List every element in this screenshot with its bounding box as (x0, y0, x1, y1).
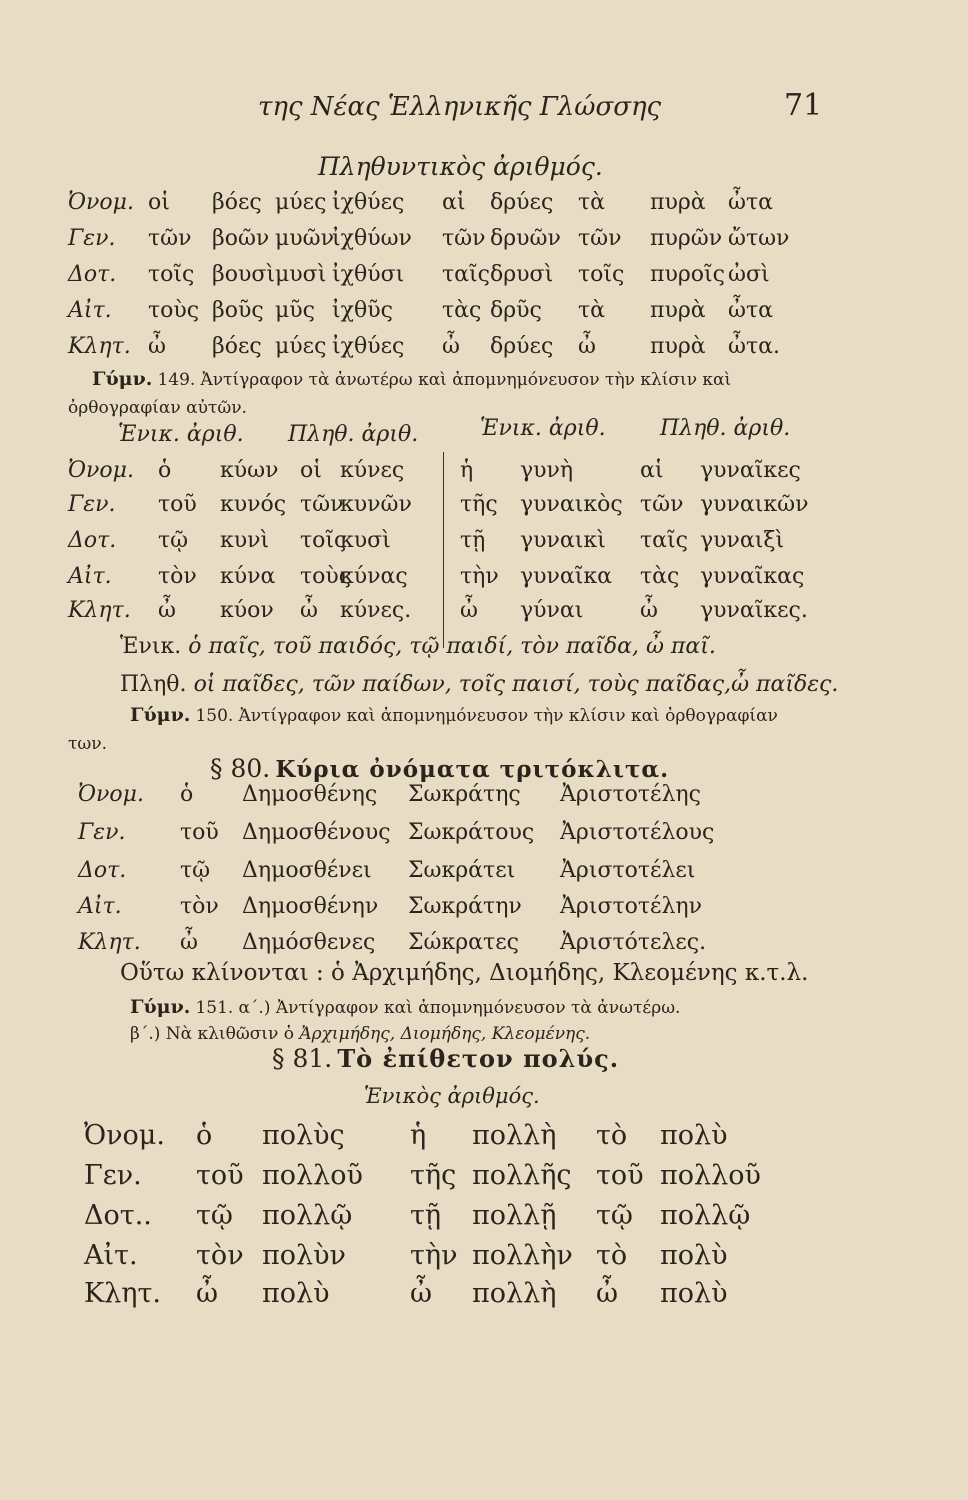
table-cell: πυρὰ (650, 334, 706, 359)
exercise-149-continuation: ὀρθογραφίαν αὐτῶν. (68, 398, 247, 418)
case-label: Γεν. (68, 492, 116, 517)
column-divider (443, 452, 444, 648)
table-cell: γυναῖκες. (700, 598, 808, 623)
table-cell: πολλὴ (472, 1120, 557, 1151)
exercise-text: Ἀντίγραφον τὰ ἀνωτέρω καὶ ἀπομνημόνευσον τὴν κλίσιν καὶ (200, 370, 732, 390)
case-label: Αἰτ. (68, 298, 112, 323)
table-cell: πολὺν (262, 1240, 346, 1271)
page-number: 71 (784, 88, 823, 123)
case-label: Κλητ. (68, 598, 131, 623)
table-cell: ἡ (460, 458, 474, 483)
table-cell: πολὺ (262, 1278, 330, 1309)
table-cell: βουσὶ (212, 262, 275, 287)
pais-singular-line (120, 634, 716, 659)
table-cell: τοὺς (148, 298, 200, 323)
exercise-text: α΄.) Ἀντίγραφον καὶ ἀπομνημόνευσον τὰ ἀνωτέρω. (238, 998, 681, 1018)
exercise-names: Ἀρχιμήδης, Διομήδης, Κλεομένης. (299, 1024, 591, 1044)
table-cell: πυρὰ (650, 298, 706, 323)
table-cell: βοῦς (212, 298, 264, 323)
table-cell: γυναῖκας (700, 564, 805, 589)
exercise-number: 151. (195, 998, 234, 1018)
table-cell: ὦτα. (728, 334, 780, 359)
table-cell: τὴν (460, 564, 499, 589)
pais-plural-forms: οἱ παῖδες, τῶν παίδων, τοῖς παισί, τοὺς παῖδας,ὦ παῖδες. (193, 672, 839, 697)
table-cell: πολὺς (262, 1120, 345, 1151)
case-label: Κλητ. (68, 334, 131, 359)
table-cell: τὰς (640, 564, 680, 589)
table-cell: τῆς (460, 492, 498, 517)
table-cell: τὸν (180, 894, 219, 919)
table-cell: μῦς (275, 298, 315, 323)
table-cell: γυναιξὶ (700, 528, 785, 553)
table-cell: ὦ (180, 930, 198, 955)
table-cell: τῶν (148, 226, 192, 251)
table-cell: Σωκράτους (408, 820, 535, 845)
case-label: Δοτ. (68, 528, 117, 553)
exercise-text: Ἀντίγραφον καὶ ἀπομνημόνευσον τὴν κλίσιν καὶ ὀρθογραφίαν (238, 706, 778, 726)
right-plural-header: Πληθ. ἀριθ. (660, 416, 791, 441)
table-cell: κυνὶ (220, 528, 270, 553)
table-cell: Δημόσθενες (242, 930, 376, 955)
table-cell: βόες (212, 190, 262, 215)
table-cell: τὸ (596, 1120, 628, 1151)
exercise-label: Γύμν. (130, 996, 191, 1018)
case-label: Δοτ.. (84, 1200, 152, 1231)
exercise-label: Γύμν. (130, 704, 191, 726)
table-cell: πυρῶν (650, 226, 723, 251)
table-cell: ὠσὶ (728, 262, 770, 287)
table-cell: γυναικὸς (520, 492, 623, 517)
outo-line: Οὕτω κλίνονται : ὁ Ἀρχιμήδης, Διομήδης, Κλεομένης κ.τ.λ. (120, 960, 809, 986)
table-cell: αἱ (442, 190, 466, 215)
table-cell: ὁ (180, 782, 194, 807)
table-cell: Σωκράτει (408, 858, 516, 883)
table-cell: τοῦ (158, 492, 197, 517)
exercise-150 (130, 704, 778, 726)
table-cell: ὦ (578, 334, 596, 359)
case-label: Αἰτ. (68, 564, 112, 589)
table-cell: Δημοσθένην (242, 894, 379, 919)
table-cell: τοῦ (196, 1160, 244, 1191)
table-cell: ὁ (196, 1120, 213, 1151)
table-cell: τῇ (460, 528, 486, 553)
table-cell: ἰχθύσι (332, 262, 405, 287)
table-cell: τῇ (410, 1200, 442, 1231)
case-label: Αἰτ. (78, 894, 122, 919)
table-cell: ταῖς (640, 528, 688, 553)
table-cell: μύες (275, 190, 327, 215)
table-cell: τὰς (442, 298, 482, 323)
table-cell: τῷ (596, 1200, 633, 1231)
table-cell: οἱ (300, 458, 322, 483)
case-label: Γεν. (68, 226, 116, 251)
table-cell: ὦτα (728, 298, 773, 323)
section-81-heading (272, 1044, 619, 1073)
table-cell: μυσὶ (275, 262, 327, 287)
table-cell: τῷ (196, 1200, 233, 1231)
case-label: Ὀνομ. (68, 458, 134, 483)
table-cell: δρυῶν (490, 226, 561, 251)
table-cell: Ἀριστοτέλει (560, 858, 696, 883)
table-cell: πολλὴν (472, 1240, 573, 1271)
table-cell: ταῖς (442, 262, 490, 287)
table-cell: ἰχθύων (332, 226, 412, 251)
table-cell: δρύες (490, 334, 554, 359)
table-cell: πολλοῦ (262, 1160, 363, 1191)
table-cell: τοῖς (578, 262, 625, 287)
pais-plural-line (120, 672, 838, 697)
table-cell: γυναῖκα (520, 564, 612, 589)
exercise-150-continuation: των. (68, 734, 108, 754)
table-cell: δρυσὶ (490, 262, 554, 287)
table-cell: τοῖς (300, 528, 347, 553)
table-cell: γυναικῶν (700, 492, 809, 517)
table-cell: δρύες (490, 190, 554, 215)
table-cell: γυναῖκες (700, 458, 801, 483)
table-cell: κύνες (340, 458, 405, 483)
table-cell: ὁ (158, 458, 172, 483)
table-cell: Ἀριστότελες. (560, 930, 707, 955)
table-cell: πολλὴ (472, 1278, 557, 1309)
table-cell: τοὺς (300, 564, 352, 589)
table-cell: ἡ (410, 1120, 427, 1151)
table-cell: ὦ (596, 1278, 619, 1309)
case-label: Κλητ. (78, 930, 141, 955)
table-cell: τὴν (410, 1240, 458, 1271)
exercise-label: Γύμν. (92, 368, 153, 390)
table-cell: ὦ (410, 1278, 433, 1309)
section-title: Τὸ ἐπίθετον πολύς. (337, 1044, 620, 1073)
plural-title: Πληθυντικὸς ἀριθμός. (318, 152, 603, 181)
table-cell: γύναι (520, 598, 584, 623)
table-cell: πολλῇ (472, 1200, 557, 1231)
table-cell: πολλῆς (472, 1160, 572, 1191)
table-cell: πολλῷ (660, 1200, 751, 1231)
table-cell: Δημοσθένους (242, 820, 391, 845)
table-cell: Ἀριστοτέλην (560, 894, 702, 919)
exercise-number: 150. (195, 706, 234, 726)
exercise-number: 149. (157, 370, 196, 390)
section-number: § 80. (210, 754, 271, 783)
table-cell: πολὺ (660, 1278, 728, 1309)
table-cell: δρῦς (490, 298, 542, 323)
table-cell: βόες (212, 334, 262, 359)
table-cell: ὦ (196, 1278, 219, 1309)
table-cell: γυναικὶ (520, 528, 606, 553)
table-cell: γυνὴ (520, 458, 574, 483)
singular-title: Ἑνικὸς ἀριθμός. (364, 1084, 540, 1108)
table-cell: πολὺ (660, 1120, 728, 1151)
table-cell: τῶν (640, 492, 684, 517)
case-label: Ὀνομ. (84, 1120, 165, 1151)
table-cell: ὦτα (728, 190, 773, 215)
table-cell: πολλοῦ (660, 1160, 761, 1191)
table-cell: κύνες. (340, 598, 412, 623)
table-cell: κύνας (340, 564, 408, 589)
table-cell: τοῦ (596, 1160, 644, 1191)
table-cell: πυρὰ (650, 190, 706, 215)
case-label: Γεν. (78, 820, 126, 845)
table-cell: τοῖς (148, 262, 195, 287)
table-cell: ὤτων (728, 226, 790, 251)
case-label: Ὀνομ. (68, 190, 134, 215)
case-label: Δοτ. (78, 858, 127, 883)
table-cell: Σωκράτης (408, 782, 521, 807)
table-cell: τοῦ (180, 820, 219, 845)
table-cell: Ἀριστοτέλης (560, 782, 701, 807)
right-singular-header: Ἑνικ. ἀριθ. (480, 416, 606, 441)
table-cell: βοῶν (212, 226, 270, 251)
exercise-151-a (130, 996, 680, 1018)
section-80-heading (210, 754, 669, 783)
table-cell: τῶν (442, 226, 486, 251)
table-cell: πολλῷ (262, 1200, 353, 1231)
table-cell: κυσὶ (340, 528, 391, 553)
table-cell: τῷ (158, 528, 189, 553)
table-cell: ὦ (442, 334, 460, 359)
case-label: Ὀνομ. (78, 782, 144, 807)
table-cell: κύνα (220, 564, 276, 589)
table-cell: ὦ (300, 598, 318, 623)
table-cell: ἰχθύες (332, 334, 405, 359)
table-cell: οἱ (148, 190, 170, 215)
case-label: Δοτ. (68, 262, 117, 287)
table-cell: πολὺ (660, 1240, 728, 1271)
section-number: § 81. (272, 1044, 333, 1073)
table-cell: ὦ (640, 598, 658, 623)
table-cell: κυνός (220, 492, 287, 517)
table-cell: αἱ (640, 458, 664, 483)
case-label: Γεν. (84, 1160, 142, 1191)
table-cell: Ἀριστοτέλους (560, 820, 715, 845)
table-cell: τῷ (180, 858, 211, 883)
table-cell: τὰ (578, 298, 606, 323)
pais-plural-label: Πληθ. (120, 672, 187, 697)
exercise-149 (92, 368, 731, 390)
table-cell: τῶν (578, 226, 622, 251)
table-cell: τὸν (196, 1240, 244, 1271)
case-label: Αἰτ. (84, 1240, 138, 1271)
pais-singular-label: Ἑνικ. (120, 634, 182, 659)
table-cell: ἰχθύες (332, 190, 405, 215)
table-cell: ἰχθῦς (332, 298, 393, 323)
pais-singular-forms: ὁ παῖς, τοῦ παιδός, τῷ παιδί, τὸν παῖδα, ὦ παῖ. (188, 634, 716, 659)
case-label: Κλητ. (84, 1278, 161, 1309)
table-cell: Σωκράτην (408, 894, 522, 919)
table-cell: Δημοσθένει (242, 858, 372, 883)
table-cell: Δημοσθένης (242, 782, 378, 807)
table-cell: κυνῶν (340, 492, 412, 517)
left-singular-header: Ἑνικ. ἀριθ. (118, 422, 244, 447)
exercise-text: β΄.) Νὰ κλιθῶσιν ὁ (130, 1024, 294, 1044)
table-cell: ὦ (460, 598, 478, 623)
table-cell: τὰ (578, 190, 606, 215)
table-cell: τῆς (410, 1160, 457, 1191)
exercise-151-b (130, 1024, 590, 1044)
left-plural-header: Πληθ. ἀριθ. (288, 422, 419, 447)
table-cell: ὦ (158, 598, 176, 623)
table-cell: τὸ (596, 1240, 628, 1271)
running-header: της Νέας Ἑλληνικῆς Γλώσσης (258, 92, 662, 122)
table-cell: μύες (275, 334, 327, 359)
table-cell: Σώκρατες (408, 930, 519, 955)
table-cell: κύων (220, 458, 279, 483)
table-cell: ὦ (148, 334, 166, 359)
section-title: Κύρια ὀνόματα τριτόκλιτα. (275, 756, 670, 783)
table-cell: μυῶν (275, 226, 334, 251)
table-cell: κύον (220, 598, 274, 623)
table-cell: τῶν (300, 492, 344, 517)
table-cell: τὸν (158, 564, 197, 589)
table-cell: πυροῖς (650, 262, 725, 287)
